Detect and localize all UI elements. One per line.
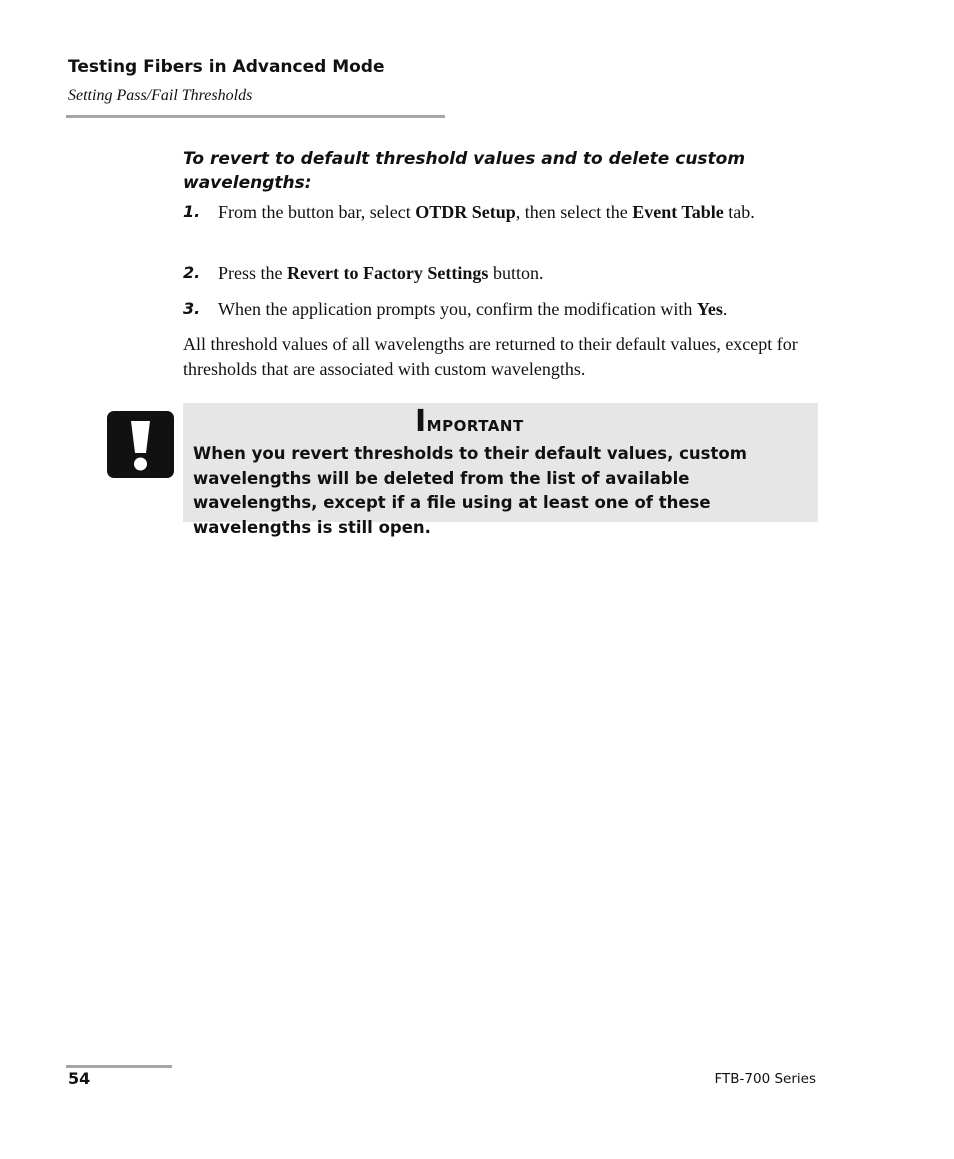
product-series: FTB-700 Series	[714, 1071, 816, 1087]
step-text: Press the Revert to Factory Settings button.	[218, 263, 544, 283]
exclamation-icon	[107, 411, 174, 478]
ui-term-event-table: Event Table	[632, 202, 724, 222]
page-number: 54	[68, 1069, 91, 1088]
important-text: When you revert thresholds to their default values, custom wavelengths will be deleted from the list of available wavelengths, except if a file using at least one of these wavelengths is still open.	[193, 444, 747, 537]
procedure-heading: To revert to default threshold values and to delete custom wavelengths:	[183, 149, 746, 193]
step-number: 1.	[183, 202, 201, 221]
step-number: 3.	[183, 299, 201, 318]
step-text: From the button bar, select OTDR Setup, then select the Event Table tab.	[218, 202, 755, 222]
ui-term-yes: Yes	[696, 299, 723, 319]
ui-term-otdr-setup: OTDR Setup	[415, 202, 516, 222]
step-number: 2.	[183, 263, 201, 282]
header-chapter-title: Testing Fibers in Advanced Mode	[68, 57, 385, 77]
step-text: When the application prompts you, confirm the modification with Yes.	[218, 299, 728, 319]
header-divider	[66, 115, 445, 118]
ui-term-revert-button: Revert to Factory Settings	[287, 263, 489, 283]
result-paragraph: All threshold values of all wavelengths are returned to their default values, except for thresholds that are associated with custom wavelengths.	[183, 334, 798, 379]
footer-divider	[66, 1065, 172, 1068]
important-title: Important	[415, 404, 524, 439]
header-section-title: Setting Pass/Fail Thresholds	[68, 87, 253, 104]
